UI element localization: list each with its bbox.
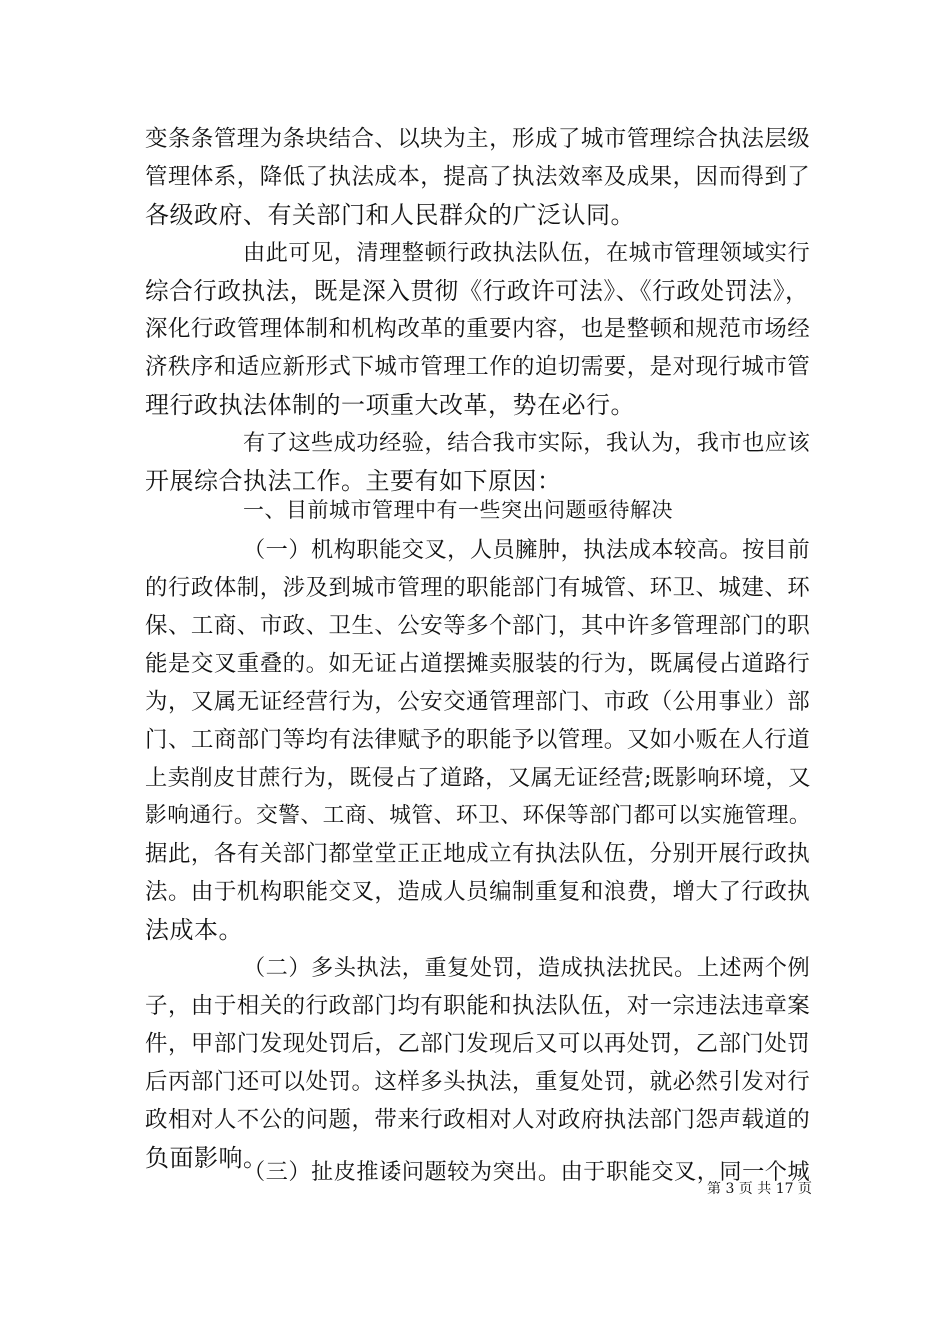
text-line: 综合行政执法，既是深入贯彻《行政许可法》、《行政处罚法》， <box>145 277 810 305</box>
text-line: （三）扯皮推诿问题较为突出。由于职能交叉，同一个城 <box>243 1159 811 1185</box>
section-heading: 一、目前城市管理中有一些突出问题亟待解决 <box>243 498 673 522</box>
text-line: 后丙部门还可以处罚。这样多头执法，重复处罚，就必然引发对行 <box>145 1069 811 1095</box>
text-line: 件，甲部门发现处罚后，乙部门发现后又可以再处罚，乙部门处罚 <box>145 1031 811 1057</box>
text-line: 子，由于相关的行政部门均有职能和执法队伍，对一宗违法违章案 <box>145 993 811 1019</box>
text-line: 济秩序和适应新形式下城市管理工作的迫切需要，是对现行城市管 <box>145 354 811 380</box>
text-line: 影响通行。交警、工商、城管、环卫、环保等部门都可以实施管理。 <box>145 803 812 828</box>
text-line: （二）多头执法，重复处罚，造成执法扰民。上述两个例 <box>243 955 811 981</box>
text-line: 据此，各有关部门都堂堂正正地成立有执法队伍，分别开展行政执 <box>145 841 811 867</box>
text-line: 为，又属无证经营行为，公安交通管理部门、市政（公用事业）部 <box>145 689 811 715</box>
text-line: （一）机构职能交叉，人员臃肿，执法成本较高。按目前 <box>243 537 811 563</box>
text-line: 理行政执法体制的一项重大改革，势在必行。 <box>145 391 635 419</box>
text-line: 能是交叉重叠的。如无证占道摆摊卖服装的行为，既属侵占道路行 <box>145 651 811 677</box>
text-line: 的行政体制，涉及到城市管理的职能部门有城管、环卫、城建、环 <box>145 575 811 601</box>
text-line: 保、工商、市政、卫生、公安等多个部门，其中许多管理部门的职 <box>145 613 811 639</box>
text-line: 管理体系，降低了执法成本，提高了执法效率及成果，因而得到了 <box>145 164 811 190</box>
text-line: 各级政府、有关部门和人民群众的广泛认同。 <box>145 201 635 229</box>
page-number-footer: 第 3 页 共 17 页 <box>707 1181 812 1197</box>
text-line: 法成本。 <box>145 916 243 944</box>
text-line: 门、工商部门等均有法律赋予的职能予以管理。又如小贩在人行道 <box>145 727 811 753</box>
text-line: 有了这些成功经验，结合我市实际，我认为，我市也应该 <box>243 430 811 456</box>
text-line: 开展综合执法工作。主要有如下原因： <box>145 467 562 495</box>
text-line: 负面影响。 <box>145 1144 268 1172</box>
text-line: 上卖削皮甘蔗行为，既侵占了道路，又属无证经营;既影响环境，又 <box>145 765 811 791</box>
text-line: 法。由于机构职能交叉，造成人员编制重复和浪费，增大了行政执 <box>145 879 811 905</box>
text-line: 政相对人不公的问题，带来行政相对人对政府执法部门怨声载道的 <box>145 1107 811 1133</box>
text-line: 变条条管理为条块结合、以块为主，形成了城市管理综合执法层级 <box>145 126 811 152</box>
text-line: 深化行政管理体制和机构改革的重要内容，也是整顿和规范市场经 <box>145 316 811 342</box>
text-line: 由此可见，清理整顿行政执法队伍，在城市管理领域实行 <box>243 240 811 266</box>
